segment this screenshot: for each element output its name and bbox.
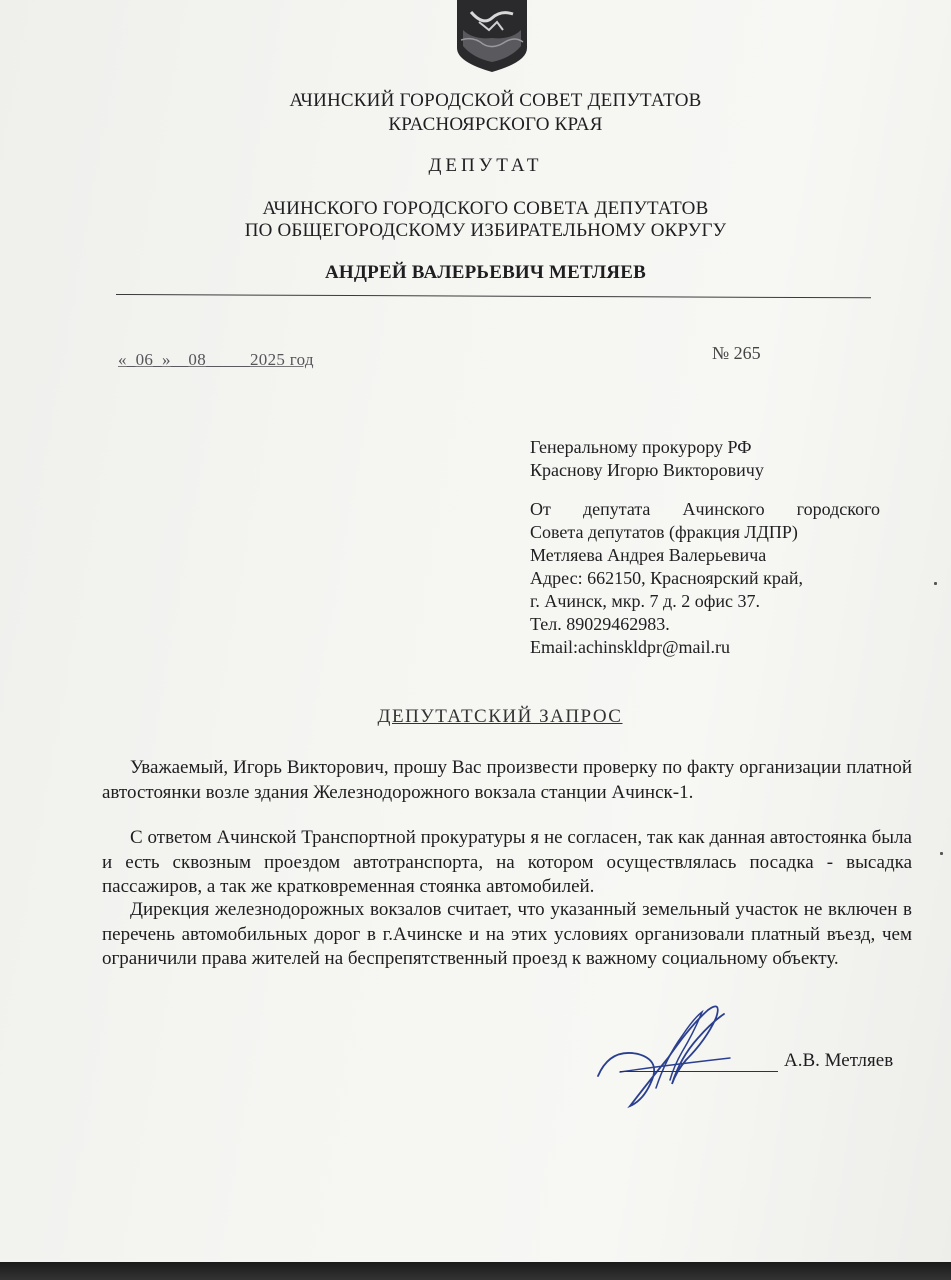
request-paragraph: С ответом Ачинской Транспортной прокуратуры я не согласен, так как данная автостоянка была и есть сквозным проездом автотранспорта, на котором осуществлялась посадка - высадка пассажиров, а так же кратковременная стоянка автомобилей. [102,827,912,897]
sender-address-line: г. Ачинск, мкр. 7 д. 2 офис 37. [530,591,760,611]
document-date: «_06_»__08_____2025 год [118,350,314,369]
recipient-line: Краснову Игорю Викторовичу [530,460,764,480]
recipient-block [530,436,764,482]
photo-bottom-edge [0,1262,951,1280]
sender-block [530,498,880,659]
paper-speck [934,582,937,585]
handwritten-signature [590,988,740,1118]
deputy-name: АНДРЕЙ ВАЛЕРЬЕВИЧ МЕТЛЯЕВ [325,262,646,283]
request-paragraph: Дирекция железнодорожных вокзалов считает, что указанный земельный участок не включен в перечень автомобильных дорог в г.Ачинске и на этих условиях организовали платный въезд, чем ограничили права жителей на беспрепятственный проезд к важному социальному объекту. [102,899,912,969]
request-paragraph: Уважаемый, Игорь Викторович, прошу Вас произвести проверку по факту организации платной автостоянки возле здания Железнодорожного вокзала станции Ачинск-1. [102,757,912,803]
document-number: № 265 [712,343,761,363]
paper-speck [940,852,943,855]
signer-name: А.В. Метляев [784,1050,894,1071]
council-affiliation-line1: АЧИНСКОГО ГОРОДСКОГО СОВЕТА ДЕПУТАТОВ [262,198,709,219]
request-title: ДЕПУТАТСКИЙ ЗАПРОС [377,706,623,727]
recipient-line: Генеральному прокурору РФ [530,437,752,457]
signature-line [620,1071,778,1072]
sender-phone: Тел. 89029462983. [530,614,670,634]
sender-line: Метляева Андрея Валерьевича [530,545,767,565]
sender-address-line: Адрес: 662150, Красноярский край, [530,568,804,588]
sender-email: Email:achinskldpr@mail.ru [530,637,731,657]
sender-line: От депутата Ачинского городского [530,499,880,519]
council-name-line2: КРАСНОЯРСКОГО КРАЯ [388,114,603,135]
council-affiliation-line2: ПО ОБЩЕГОРОДСКОМУ ИЗБИРАТЕЛЬНОМУ ОКРУГУ [244,220,727,241]
council-name-line1: АЧИНСКИЙ ГОРОДСКОЙ СОВЕТ ДЕПУТАТОВ [289,90,702,111]
header-divider [116,294,871,298]
coat-of-arms-icon [453,0,531,72]
deputy-title: ДЕПУТАТ [428,155,543,176]
sender-line: Совета депутатов (фракция ЛДПР) [530,522,798,542]
